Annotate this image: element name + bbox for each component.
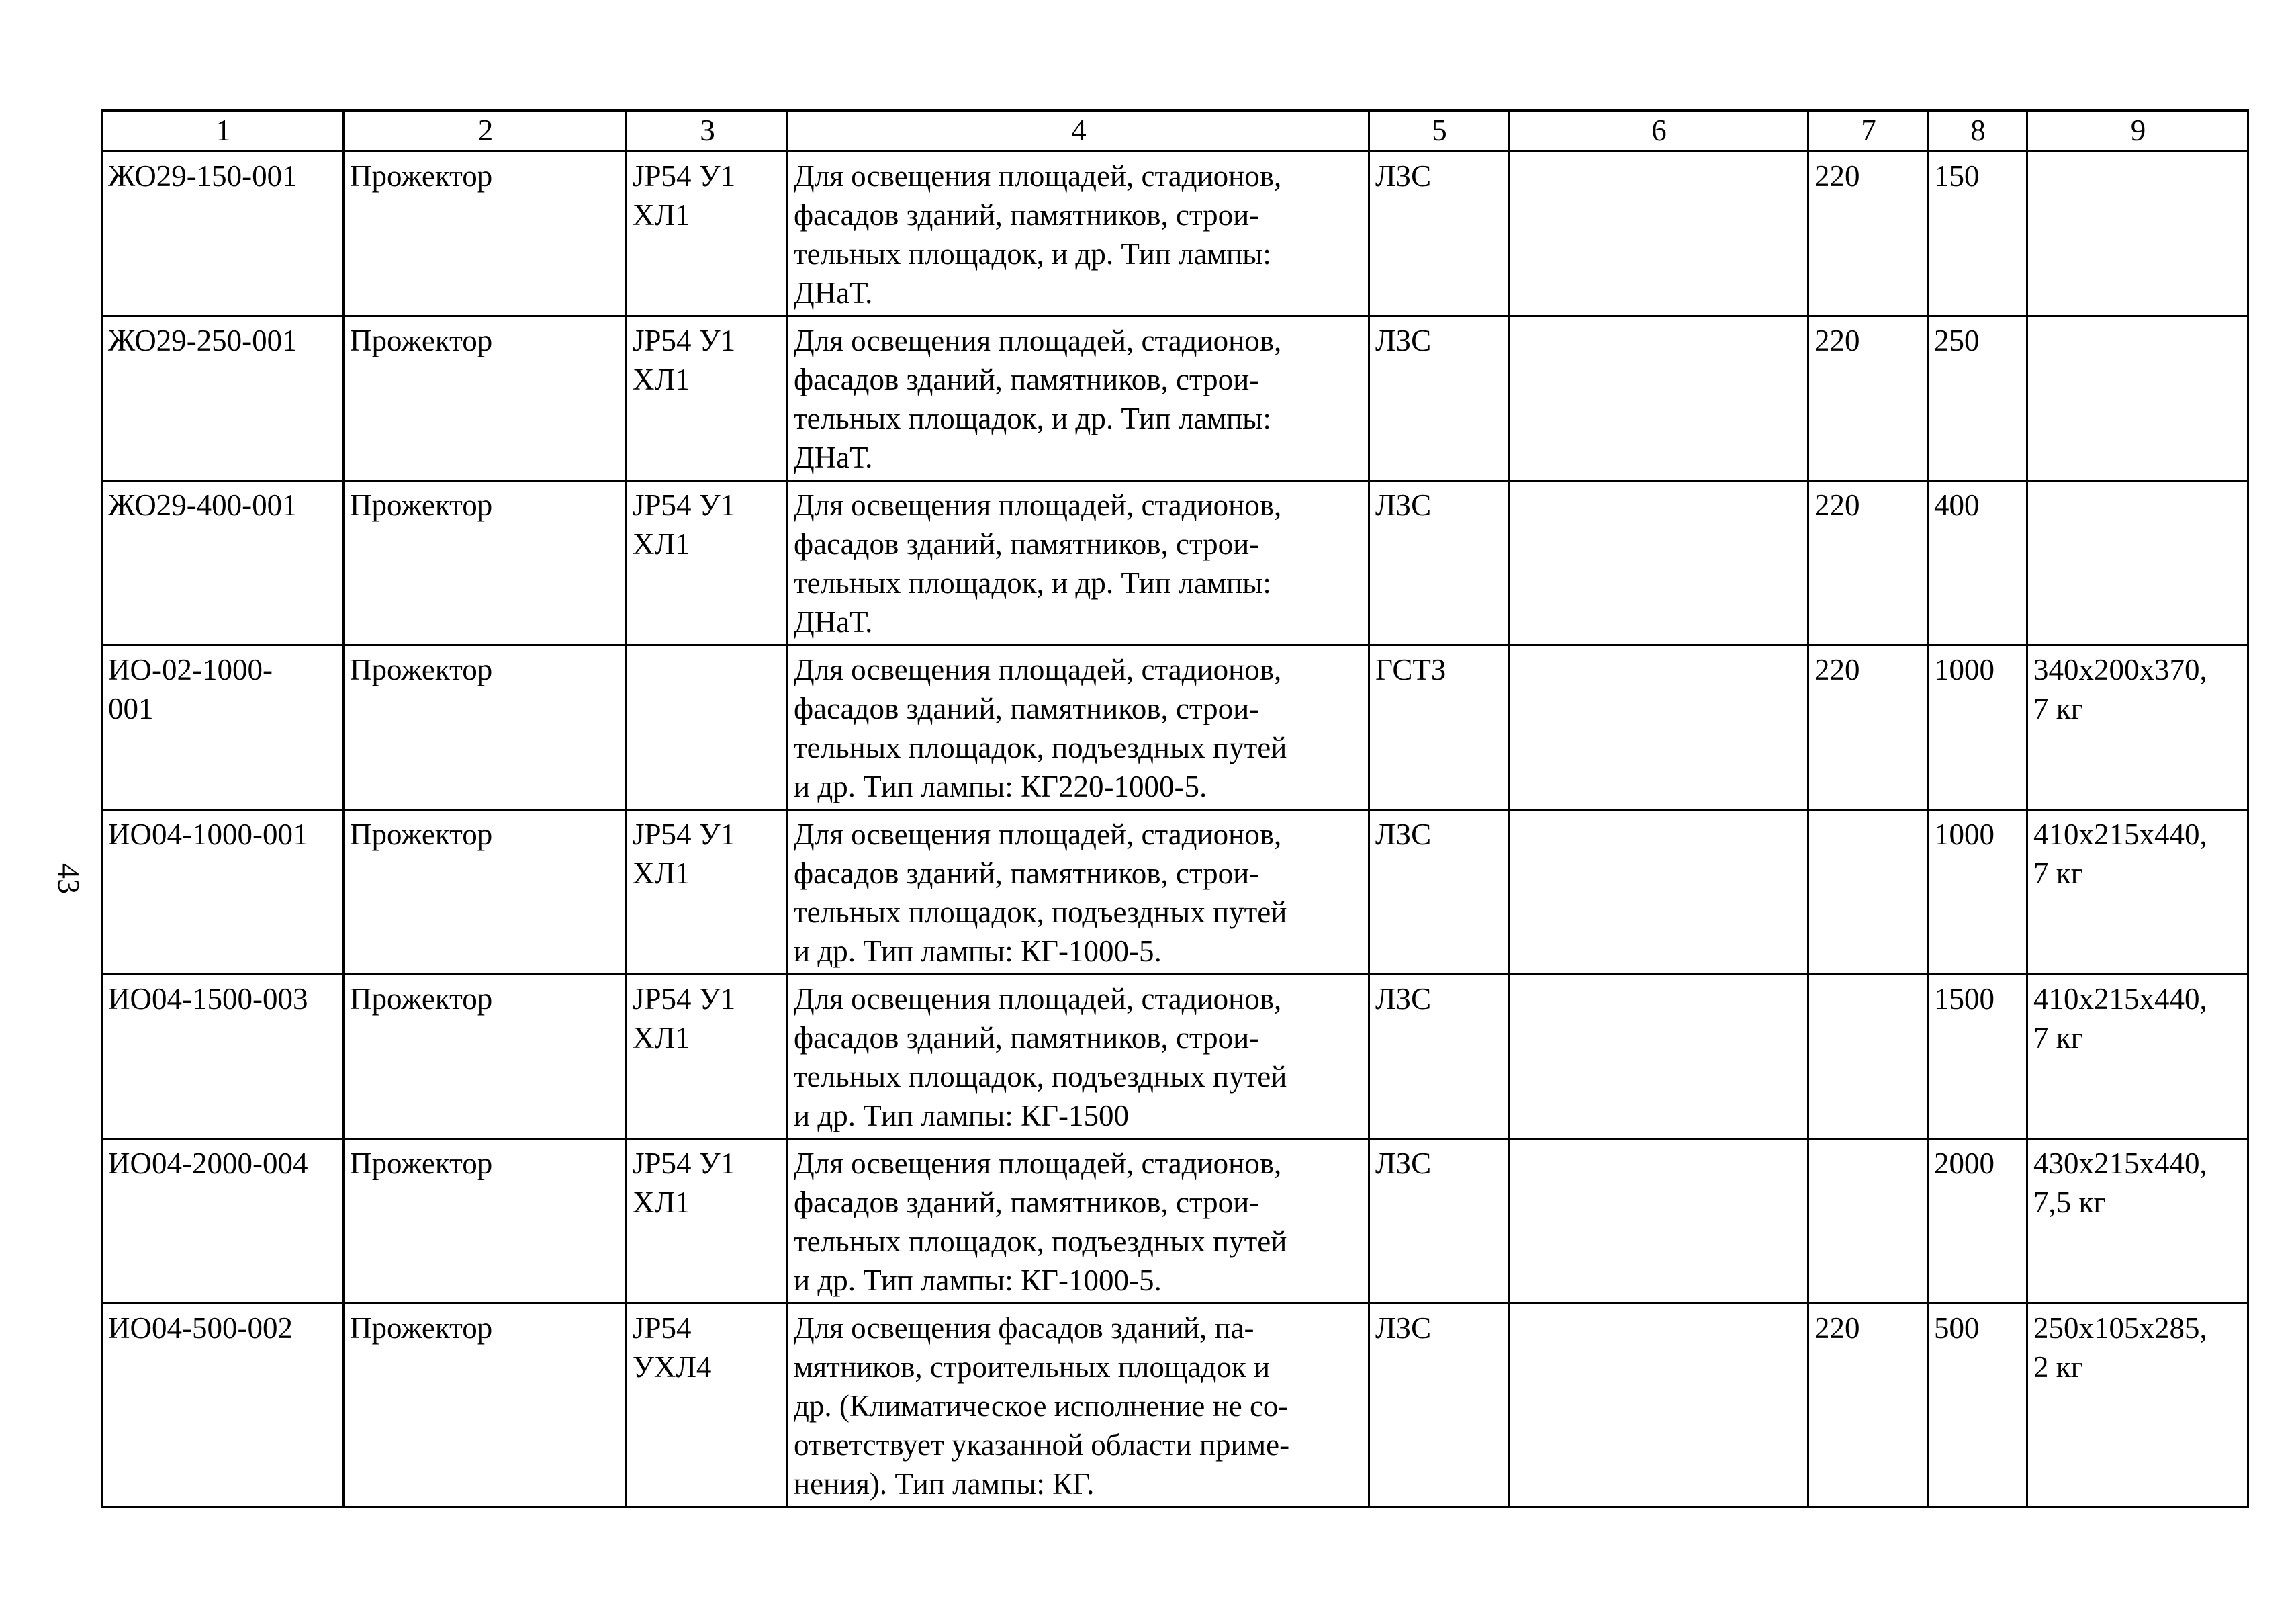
manufacturer-cell: ЛЗС	[1369, 152, 1509, 316]
description-cell: Для освещения площадей, стадионов, фасадов зданий, памятников, строи- тельных площадок, и др. Тип лампы: ДНаТ.	[788, 316, 1369, 481]
protection-class-cell: JP54 У1 ХЛ1	[627, 975, 788, 1139]
protection-class-cell: JP54 У1 ХЛ1	[627, 481, 788, 646]
voltage-cell: 220	[1808, 152, 1928, 316]
column-header: 6	[1509, 111, 1808, 152]
column-6-cell	[1509, 1139, 1808, 1304]
dimensions-cell	[2027, 481, 2248, 646]
manufacturer-cell: ЛЗС	[1369, 1304, 1509, 1507]
manufacturer-cell: ГСТЗ	[1369, 646, 1509, 810]
product-code-cell: ЖО29-400-001	[102, 481, 344, 646]
voltage-cell	[1808, 975, 1928, 1139]
column-header: 5	[1369, 111, 1509, 152]
column-header: 8	[1928, 111, 2027, 152]
product-type-cell: Прожектор	[344, 152, 627, 316]
product-type-cell: Прожектор	[344, 810, 627, 975]
column-6-cell	[1509, 810, 1808, 975]
voltage-cell: 220	[1808, 316, 1928, 481]
dimensions-cell: 410х215х440, 7 кг	[2027, 810, 2248, 975]
product-type-cell: Прожектор	[344, 646, 627, 810]
table-header-row	[102, 111, 2248, 152]
power-cell: 1500	[1928, 975, 2027, 1139]
protection-class-cell	[627, 646, 788, 810]
dimensions-cell: 410х215х440, 7 кг	[2027, 975, 2248, 1139]
product-type-cell: Прожектор	[344, 481, 627, 646]
column-6-cell	[1509, 152, 1808, 316]
description-cell: Для освещения площадей, стадионов, фасадов зданий, памятников, строи- тельных площадок, подъездных путей и др. Тип лампы: КГ220-1000-5.	[788, 646, 1369, 810]
product-code-cell: ИО04-500-002	[102, 1304, 344, 1507]
protection-class-cell: JP54 У1 ХЛ1	[627, 810, 788, 975]
voltage-cell: 220	[1808, 1304, 1928, 1507]
dimensions-cell: 430х215х440, 7,5 кг	[2027, 1139, 2248, 1304]
description-cell: Для освещения площадей, стадионов, фасадов зданий, памятников, строи- тельных площадок, подъездных путей и др. Тип лампы: КГ-1000-5.	[788, 810, 1369, 975]
manufacturer-cell: ЛЗС	[1369, 810, 1509, 975]
product-type-cell: Прожектор	[344, 1139, 627, 1304]
voltage-cell: 220	[1808, 646, 1928, 810]
power-cell: 150	[1928, 152, 2027, 316]
description-cell: Для освещения площадей, стадионов, фасадов зданий, памятников, строи- тельных площадок, подъездных путей и др. Тип лампы: КГ-1000-5.	[788, 1139, 1369, 1304]
protection-class-cell: JP54 УХЛ4	[627, 1304, 788, 1507]
description-cell: Для освещения площадей, стадионов, фасадов зданий, памятников, строи- тельных площадок, и др. Тип лампы: ДНаТ.	[788, 481, 1369, 646]
power-cell: 400	[1928, 481, 2027, 646]
product-type-cell: Прожектор	[344, 316, 627, 481]
product-code-cell: ИО04-1000-001	[102, 810, 344, 975]
manufacturer-cell: ЛЗС	[1369, 316, 1509, 481]
power-cell: 2000	[1928, 1139, 2027, 1304]
voltage-cell	[1808, 1139, 1928, 1304]
table-row	[102, 646, 2248, 810]
equipment-table	[101, 109, 2249, 1508]
manufacturer-cell: ЛЗС	[1369, 481, 1509, 646]
dimensions-cell	[2027, 316, 2248, 481]
manufacturer-cell: ЛЗС	[1369, 1139, 1509, 1304]
product-code-cell: ЖО29-250-001	[102, 316, 344, 481]
voltage-cell: 220	[1808, 481, 1928, 646]
column-header: 3	[627, 111, 788, 152]
product-type-cell: Прожектор	[344, 975, 627, 1139]
table-row	[102, 316, 2248, 481]
table-row	[102, 975, 2248, 1139]
power-cell: 1000	[1928, 646, 2027, 810]
dimensions-cell	[2027, 152, 2248, 316]
protection-class-cell: JP54 У1 ХЛ1	[627, 316, 788, 481]
column-header: 9	[2027, 111, 2248, 152]
dimensions-cell: 340х200х370, 7 кг	[2027, 646, 2248, 810]
product-code-cell: ЖО29-150-001	[102, 152, 344, 316]
manufacturer-cell: ЛЗС	[1369, 975, 1509, 1139]
description-cell: Для освещения фасадов зданий, па- мятников, строительных площадок и др. (Климатическое исполнение не со- ответствует указанной области приме- нения). Тип лампы: КГ.	[788, 1304, 1369, 1507]
product-code-cell: ИО-02-1000- 001	[102, 646, 344, 810]
table-row	[102, 1139, 2248, 1304]
column-header: 1	[102, 111, 344, 152]
voltage-cell	[1808, 810, 1928, 975]
column-header: 7	[1808, 111, 1928, 152]
description-cell: Для освещения площадей, стадионов, фасадов зданий, памятников, строи- тельных площадок, подъездных путей и др. Тип лампы: КГ-1500	[788, 975, 1369, 1139]
column-6-cell	[1509, 481, 1808, 646]
product-code-cell: ИО04-2000-004	[102, 1139, 344, 1304]
power-cell: 500	[1928, 1304, 2027, 1507]
product-type-cell: Прожектор	[344, 1304, 627, 1507]
table-row	[102, 481, 2248, 646]
table-row	[102, 810, 2248, 975]
product-code-cell: ИО04-1500-003	[102, 975, 344, 1139]
column-header: 4	[788, 111, 1369, 152]
column-6-cell	[1509, 316, 1808, 481]
column-header: 2	[344, 111, 627, 152]
column-6-cell	[1509, 975, 1808, 1139]
column-6-cell	[1509, 1304, 1808, 1507]
description-cell: Для освещения площадей, стадионов, фасадов зданий, памятников, строи- тельных площадок, и др. Тип лампы: ДНаТ.	[788, 152, 1369, 316]
protection-class-cell: JP54 У1 ХЛ1	[627, 1139, 788, 1304]
table-row	[102, 152, 2248, 316]
table-row	[102, 1304, 2248, 1507]
page-number: 43	[52, 863, 86, 894]
dimensions-cell: 250х105х285, 2 кг	[2027, 1304, 2248, 1507]
protection-class-cell: JP54 У1 ХЛ1	[627, 152, 788, 316]
power-cell: 250	[1928, 316, 2027, 481]
column-6-cell	[1509, 646, 1808, 810]
power-cell: 1000	[1928, 810, 2027, 975]
